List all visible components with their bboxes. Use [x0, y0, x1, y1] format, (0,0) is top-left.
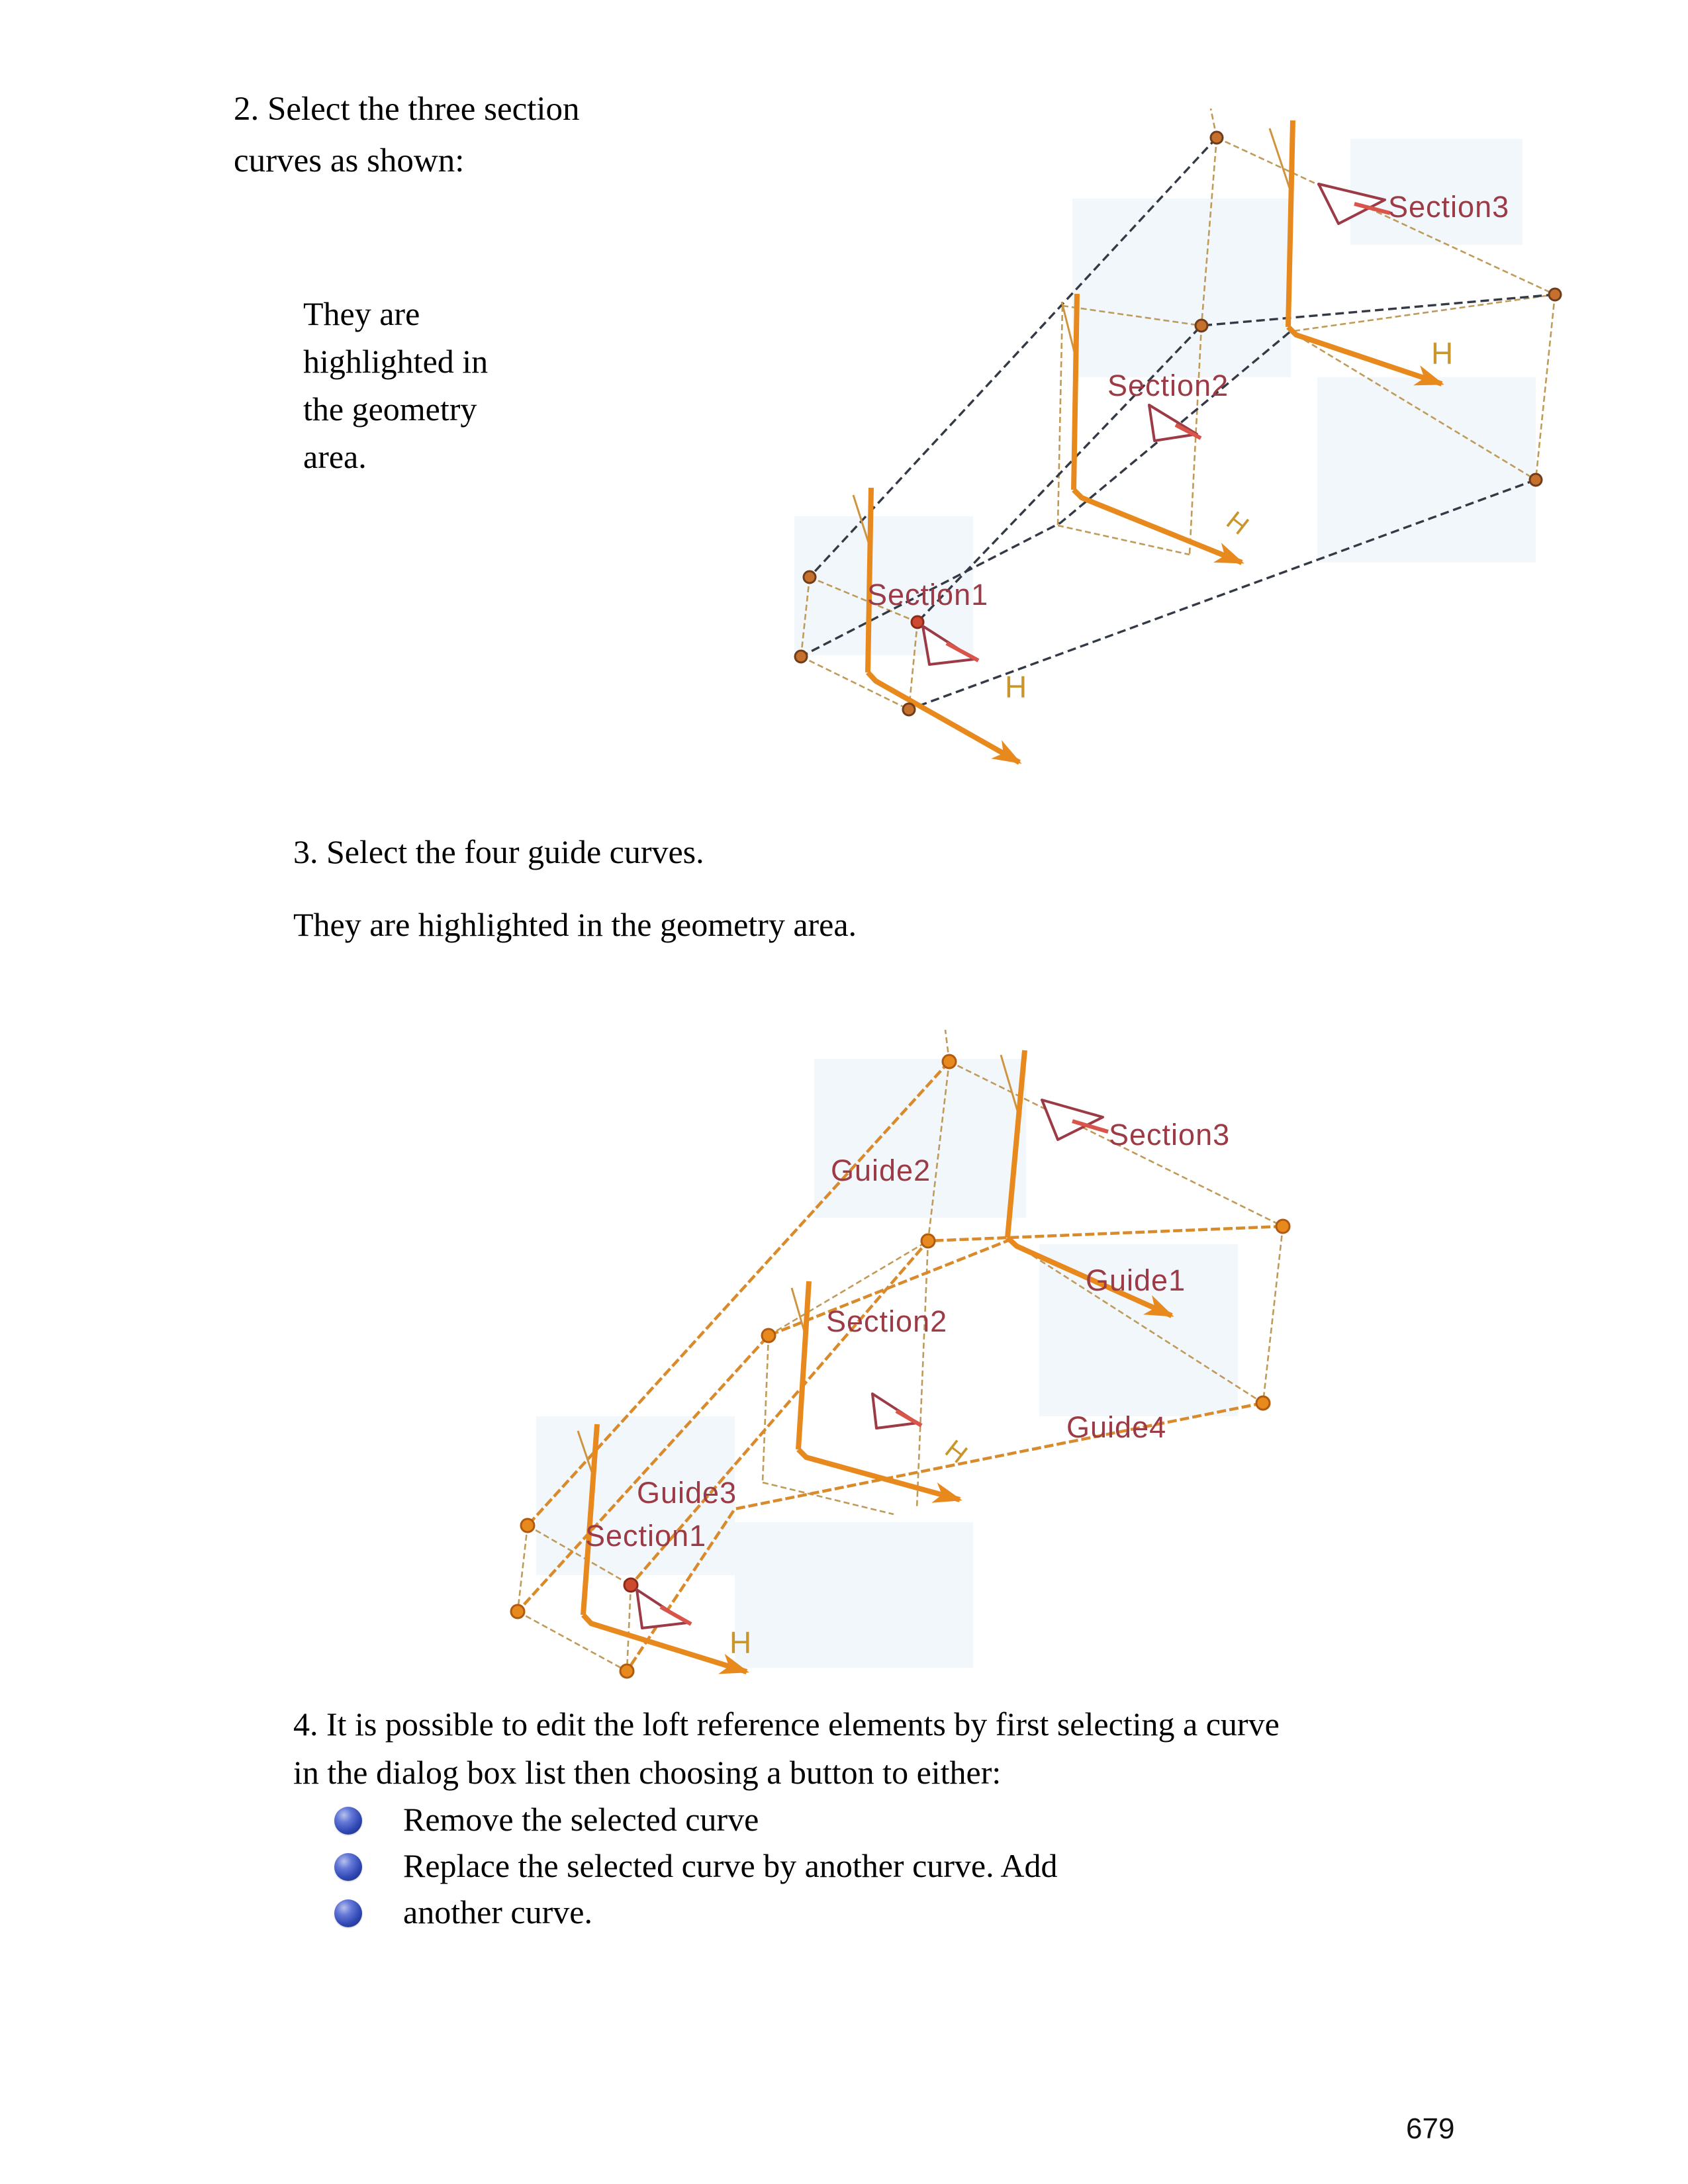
guide4-label: Guide4	[1066, 1410, 1167, 1444]
step4-line2: in the dialog box list then choosing a button to either:	[293, 1754, 1002, 1791]
bg-tint	[814, 1059, 1026, 1218]
step2-note-line: highlighted in	[303, 343, 489, 380]
section2-dart-icon	[1149, 405, 1197, 441]
sphere-bullet-icon	[334, 1899, 362, 1927]
section1-label: Section1	[585, 1519, 707, 1553]
section3-label: Section3	[1388, 190, 1510, 224]
h-axis-label-rotated: H	[1221, 506, 1254, 541]
sphere-bullet-icon	[334, 1853, 362, 1881]
page-number: 679	[1406, 2113, 1455, 2145]
section2-axis-arrow	[1074, 294, 1077, 490]
section1-label: Section1	[867, 578, 989, 612]
guide3-label: Guide3	[637, 1476, 737, 1510]
h-axis-label-rotated: H	[939, 1434, 973, 1469]
step2-note	[303, 290, 488, 480]
bullet-text: Replace the selected curve by another curve. Add	[403, 1847, 1058, 1884]
arrow-wing	[1270, 128, 1291, 192]
bullet-text: another curve.	[403, 1893, 592, 1931]
section3-axis-arrow	[1288, 120, 1293, 327]
section3-h-arrow	[1288, 327, 1442, 384]
bg-tint	[1317, 377, 1536, 563]
bullet-item	[334, 1801, 759, 1836]
step3-line2: They are highlighted in the geometry area.	[293, 906, 857, 943]
step2-note-line: They are	[303, 295, 420, 332]
section3-label: Section3	[1109, 1118, 1231, 1152]
section2-label: Section2	[1107, 369, 1229, 402]
section2-dart-icon	[872, 1394, 917, 1428]
section1-h-arrow	[868, 672, 1019, 762]
step4-line1: 4. It is possible to edit the loft reference elements by first selecting a curve	[293, 1706, 1280, 1743]
step2-note-line: area.	[303, 438, 367, 475]
h-axis-label: H	[1005, 670, 1027, 704]
guide1-label: Guide1	[1086, 1263, 1186, 1297]
bg-tint	[1072, 199, 1291, 377]
bg-tint	[735, 1522, 973, 1668]
step2-line2: curves as shown:	[234, 142, 465, 179]
section2-axis-arrow	[798, 1281, 809, 1449]
sphere-bullet-icon	[334, 1807, 362, 1835]
diagram1-sections-wireframe	[755, 99, 1609, 788]
diagram2-guides-wireframe	[457, 1019, 1337, 1711]
section2-h-arrow	[1074, 490, 1242, 563]
step2-note-line: the geometry	[303, 390, 477, 428]
section2-label: Section2	[826, 1304, 948, 1338]
guide2-label: Guide2	[831, 1154, 931, 1187]
step2-line1: 2. Select the three section	[234, 91, 580, 128]
bullet-text: Remove the selected curve	[403, 1801, 759, 1838]
step3-line1: 3. Select the four guide curves.	[293, 833, 704, 870]
h-axis-label: H	[1431, 336, 1454, 371]
bullet-item	[334, 1848, 1057, 1882]
h-axis-label: H	[729, 1625, 752, 1660]
bullet-item	[334, 1894, 592, 1929]
